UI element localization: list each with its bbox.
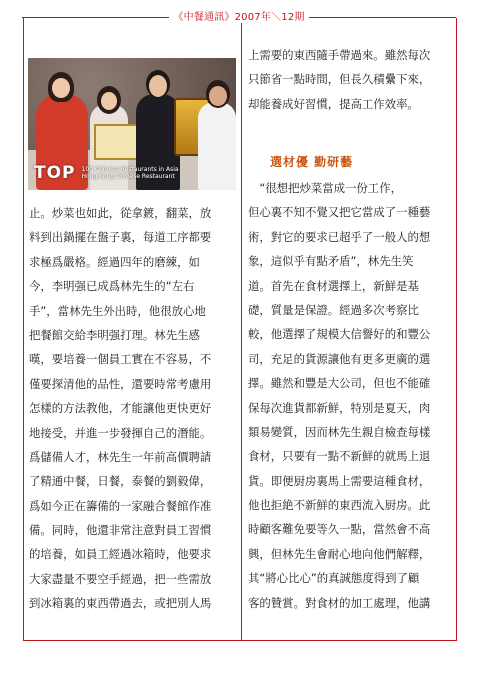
left-article-column	[29, 201, 237, 616]
page-header	[0, 6, 478, 24]
text-line: 嘆，要培養一個員工實在不容易，不	[29, 352, 212, 367]
certificate	[94, 124, 142, 160]
text-line: 其“將心比心”的真誠態度得到了顧	[248, 571, 420, 586]
text-line: 時顧客難免要等久一點，當然會不高	[248, 522, 431, 537]
text-line: 保每次進貨都新鮮，特別是夏天，肉	[248, 400, 431, 415]
text-line: 今，李明强已成爲林先生的“左右	[29, 279, 195, 294]
text-line: 止。炒菜也如此，從拿鍍，翻菜，放	[29, 206, 212, 220]
text-line: “很想把炒菜當成一份工作，	[248, 181, 402, 195]
text-line: 却能養成好習慣，提高工作效率。	[248, 96, 419, 111]
text-line: 類易變質，因而林先生親自檢查每樣	[248, 424, 431, 439]
text-line: 的培養，如員工經過冰箱時，他要求	[29, 547, 212, 562]
column-divider-rule	[241, 18, 242, 640]
text-line: 了精通中餐，日餐，泰餐的劉毅偉，	[29, 474, 212, 489]
text-line: 地接受，并進一步發揮自己的潛能。	[29, 425, 212, 440]
text-line: 備。同時，他還非常注意對員工習慣	[29, 523, 212, 538]
text-line: 爲儲備人才，林先生一年前高價聘請	[29, 449, 212, 464]
right-article-column-main	[248, 176, 453, 615]
text-line: 怎樣的方法教他，才能讓他更快更好	[29, 401, 212, 416]
text-line: 僅要探清他的品性，還要時常考慮用	[29, 376, 212, 391]
text-line: 食材，只要有一點不新鮮的就馬上退	[248, 449, 431, 464]
text-line: 道。首先在食材選擇上，新鮮是基	[248, 278, 419, 293]
text-line: 擇。雖然和豐是大公司，但也不能確	[248, 376, 431, 391]
bottom-border-rule	[23, 640, 457, 641]
photo-logo-area	[34, 162, 232, 184]
text-line: 興，但林先生會耐心地向他們解釋，	[248, 546, 431, 561]
text-line: 爲如今正在籌備的一家融合餐館作准	[29, 498, 212, 513]
text-line: 到冰箱裏的東西帶過去，或把別人馬	[29, 596, 212, 611]
text-line: 只節省一點時間，但長久積纍下來，	[248, 72, 431, 87]
text-line: 術，對它的要求已超乎了一般人的想	[248, 229, 431, 244]
text-line: 象，這似乎有點矛盾”，林先生笑	[248, 254, 414, 269]
publication-title: 《中餐通訊》2007年＼12期	[169, 8, 308, 23]
text-line: 貨。即便厨房裏馬上需要這種食材，	[248, 473, 431, 488]
text-line: 把餐館交給李明强打理。林先生感	[29, 327, 200, 342]
text-line: 司，充足的貨源讓他有更多更廣的選	[248, 351, 431, 366]
left-border-rule	[23, 18, 24, 640]
text-line: 料到出鍋擺在盤子裏，每道工序都要	[29, 230, 212, 245]
text-line: 他也拒絶不新鮮的東西流入厨房。此	[248, 498, 431, 513]
top-logo: TOP	[34, 163, 76, 183]
text-line: 但心裏不知不覺又把它當成了一種藝	[248, 205, 431, 220]
text-line: 求極爲嚴格。經過四年的磨練，如	[29, 254, 200, 269]
award-ceremony-photo	[28, 58, 236, 190]
text-line: 大家盡量不要空手經過，把一些需放	[29, 571, 212, 586]
text-line: 礎，質量是保證。經過多次考察比	[248, 302, 419, 317]
text-line: 上需要的東西隨手帶過來。雖然每次	[248, 48, 431, 62]
right-article-column-top	[248, 43, 453, 116]
text-line: 客的贊賞。對食材的加工處理，他講	[248, 595, 431, 610]
text-line: 手”，當林先生外出時，他很放心地	[29, 303, 206, 318]
photo-caption: 100 Chinese Restaurants in Asia Hong Kong Chinese Restaurant	[81, 166, 179, 180]
text-line: 較，他選擇了規模大信譽好的和豐公	[248, 327, 431, 342]
section-subheading: 選材優 勤研藝	[270, 155, 354, 169]
right-border-rule	[456, 18, 457, 640]
